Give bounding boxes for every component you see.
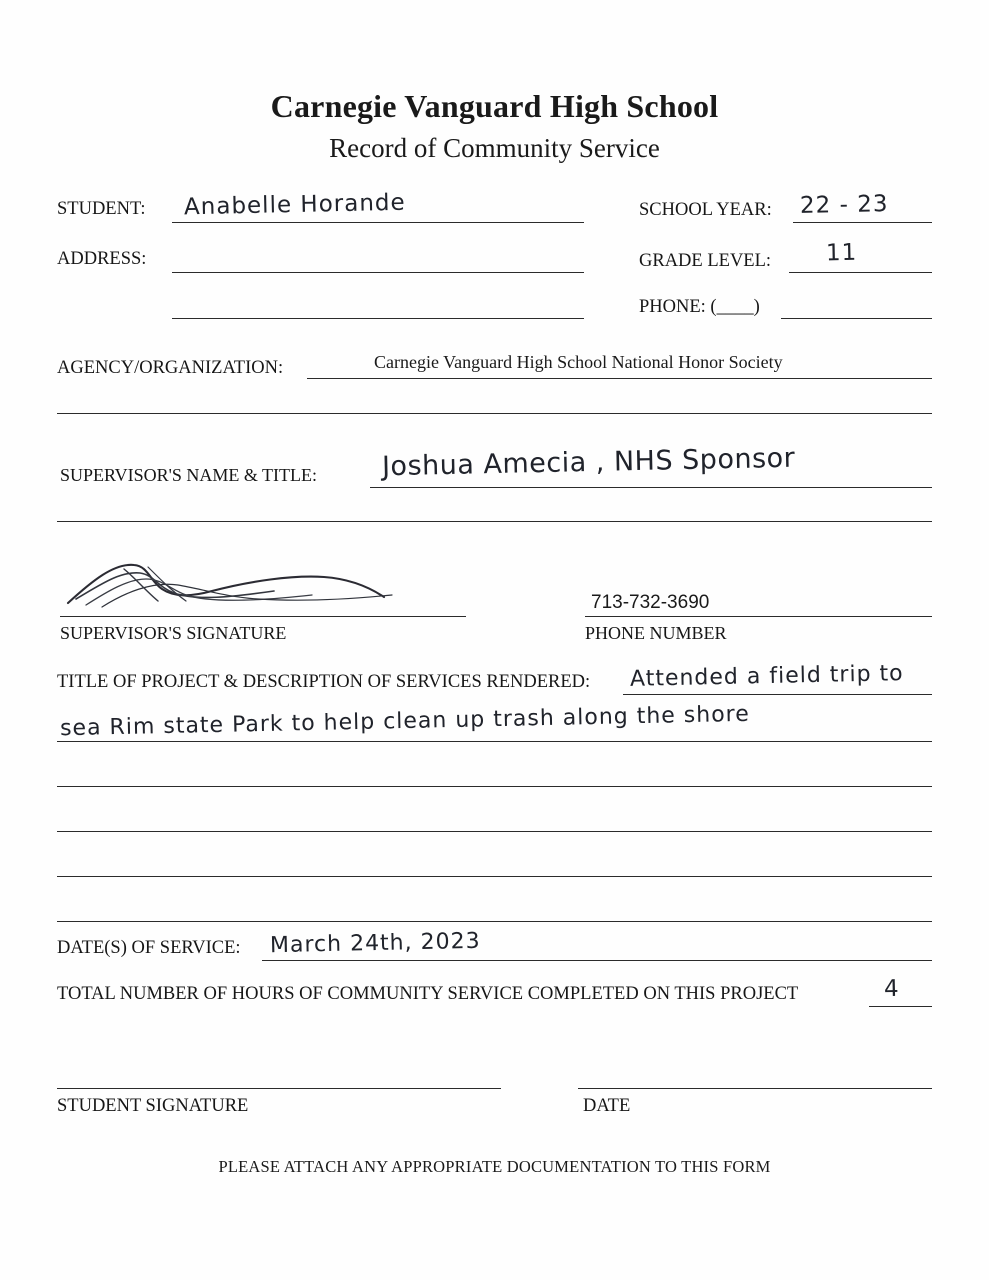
grade-level-value[interactable]: 11 xyxy=(825,239,858,267)
project-label: TITLE OF PROJECT & DESCRIPTION OF SERVICES RENDERED: xyxy=(57,672,591,692)
supervisor-signature-rule xyxy=(60,616,466,617)
dates-of-service-value[interactable]: March 24th, 2023 xyxy=(269,928,481,959)
phone-number-value[interactable]: 713-732-3690 xyxy=(591,592,710,613)
agency-value[interactable]: Carnegie Vanguard High School National Honor Society xyxy=(374,352,783,372)
dates-of-service-label: DATE(S) OF SERVICE: xyxy=(57,938,241,958)
address-field-rule-2 xyxy=(172,318,584,319)
total-hours-rule xyxy=(869,1006,932,1007)
agency-label: AGENCY/ORGANIZATION: xyxy=(57,358,284,378)
project-rule-1 xyxy=(623,694,932,695)
school-year-value[interactable]: 22 - 23 xyxy=(799,191,889,219)
supervisor-signature-mark[interactable] xyxy=(62,545,412,615)
phone-number-label: PHONE NUMBER xyxy=(585,623,727,643)
phone-rule xyxy=(781,318,932,319)
student-field-rule xyxy=(172,222,584,223)
agency-rule xyxy=(307,378,932,379)
agency-rule-2 xyxy=(57,413,932,414)
project-rule-4 xyxy=(57,831,932,832)
supervisor-rule xyxy=(370,487,932,488)
total-hours-value[interactable]: 4 xyxy=(883,975,900,1003)
project-value-line2[interactable]: sea Rim state Park to help clean up trash along the shore xyxy=(59,701,750,742)
form-subtitle: Record of Community Service xyxy=(329,133,660,163)
supervisor-value[interactable]: Joshua Amecia , NHS Sponsor xyxy=(381,442,796,483)
school-name-title: Carnegie Vanguard High School xyxy=(270,88,719,124)
student-signature-label: STUDENT SIGNATURE xyxy=(57,1096,249,1116)
grade-level-label: GRADE LEVEL: xyxy=(639,251,772,271)
supervisor-signature-label: SUPERVISOR'S SIGNATURE xyxy=(60,623,287,643)
date-rule xyxy=(578,1088,932,1089)
student-label: STUDENT: xyxy=(57,199,146,219)
date-label: DATE xyxy=(583,1096,631,1116)
project-value-line1[interactable]: Attended a field trip to xyxy=(629,661,904,692)
supervisor-rule-2 xyxy=(57,521,932,522)
student-value[interactable]: Anabelle Horande xyxy=(183,189,406,221)
total-hours-label: TOTAL NUMBER OF HOURS OF COMMUNITY SERVICE COMPLETED ON THIS PROJECT xyxy=(57,984,799,1004)
project-rule-3 xyxy=(57,786,932,787)
project-rule-6 xyxy=(57,921,932,922)
student-signature-rule xyxy=(57,1088,501,1089)
school-year-label: SCHOOL YEAR: xyxy=(639,200,772,220)
dates-of-service-rule xyxy=(262,960,932,961)
attachment-note: PLEASE ATTACH ANY APPROPRIATE DOCUMENTATION TO THIS FORM xyxy=(218,1157,771,1176)
school-year-rule xyxy=(793,222,932,223)
project-rule-5 xyxy=(57,876,932,877)
project-rule-2 xyxy=(57,741,932,742)
address-field-rule xyxy=(172,272,584,273)
grade-level-rule xyxy=(789,272,932,273)
phone-label: PHONE: (____) xyxy=(639,297,760,317)
phone-number-rule xyxy=(585,616,932,617)
supervisor-label: SUPERVISOR'S NAME & TITLE: xyxy=(60,465,317,485)
address-label: ADDRESS: xyxy=(57,249,147,269)
